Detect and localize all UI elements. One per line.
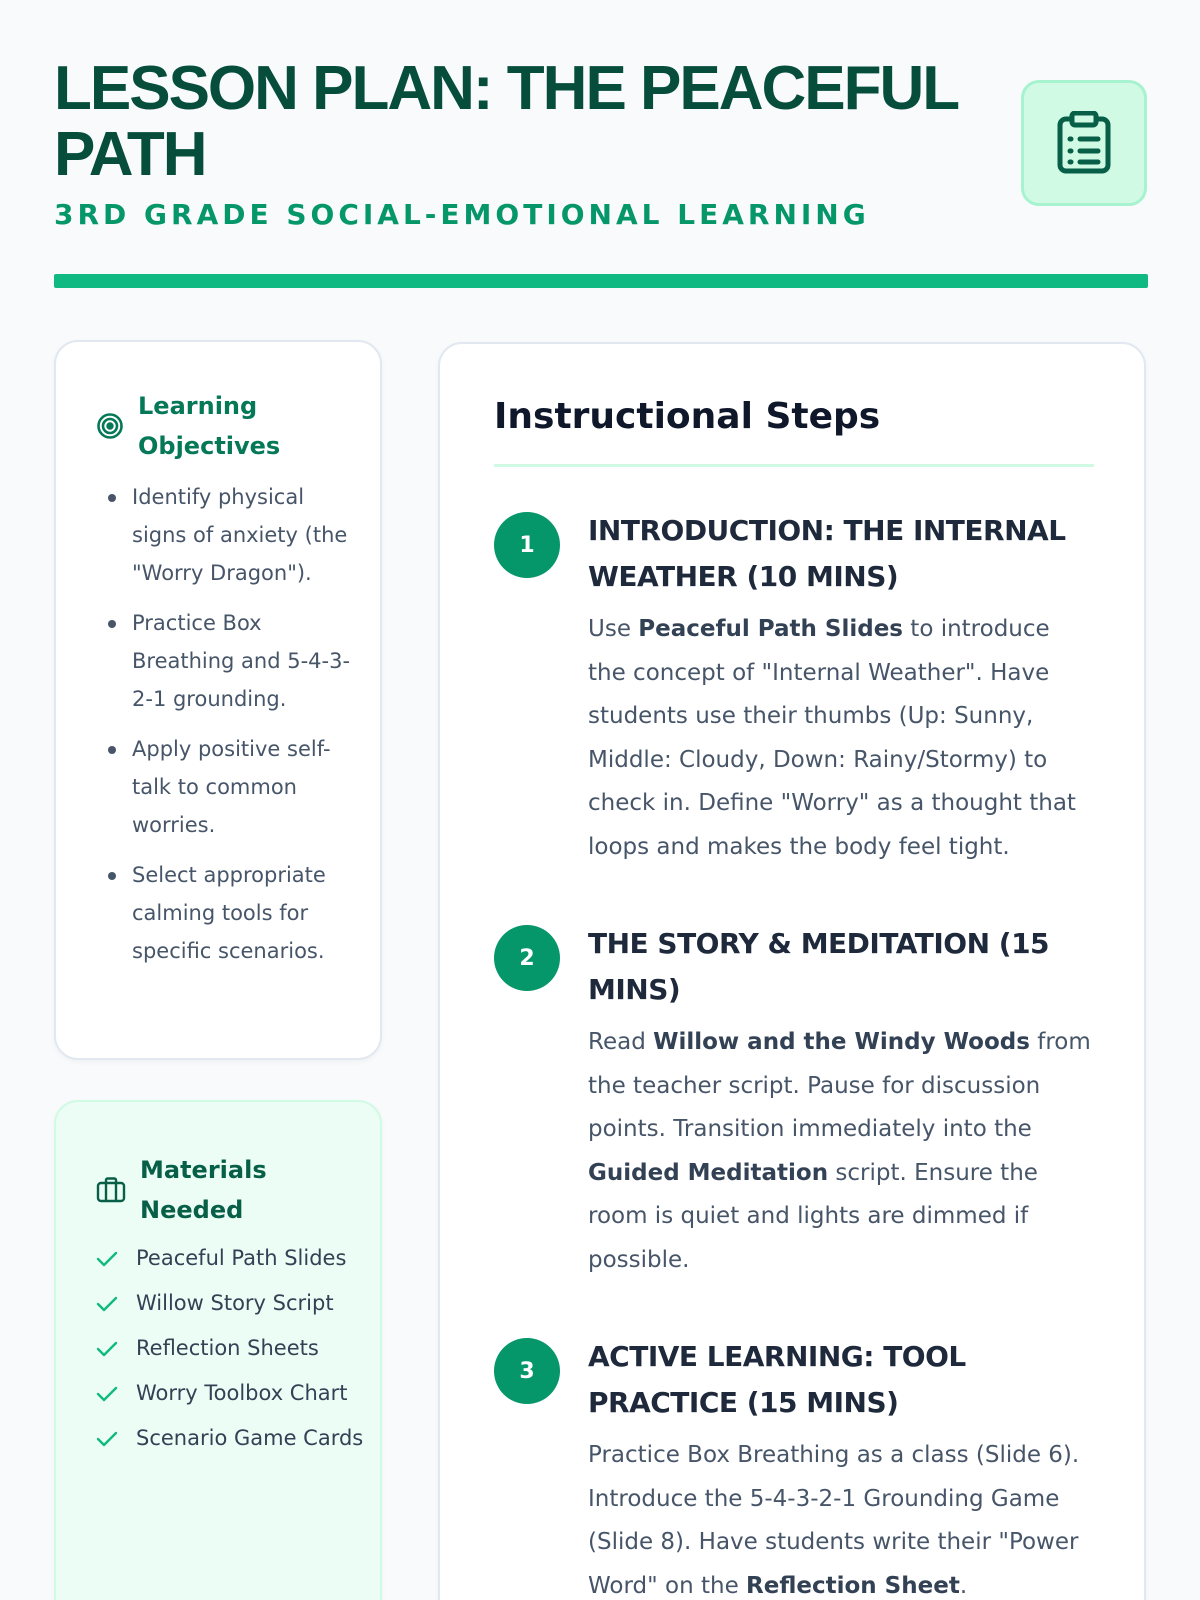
learning-objectives-card [54, 340, 382, 1060]
list-item [96, 1287, 366, 1320]
list-item: Practice Box Breathing and 5-4-3-2-1 grounding. [104, 604, 364, 718]
bold-term: Willow and the Windy Woods [653, 1029, 1030, 1055]
check-icon [96, 1251, 118, 1267]
step-number-badge: 3 [494, 1338, 560, 1404]
objectives-list [104, 478, 364, 982]
bold-term: Guided Meditation [588, 1159, 829, 1186]
step-description: Use Peaceful Path Slides to introduce the concept of "Internal Weather". Have students use their thumbs (Up: Sunny, Middle: Cloudy, Down: Rainy/Stormy) to check in. Define "Worry" as a thought that loops and makes the body feel tight. [588, 616, 1076, 860]
step-heading: INTRODUCTION: THE INTERNAL WEATHER (10 MINS) [588, 514, 1066, 593]
objectives-header [96, 386, 356, 466]
step-number-badge: 2 [494, 925, 560, 991]
list-item: Select appropriate calming tools for specific scenarios. [104, 856, 364, 970]
list-item: Identify physical signs of anxiety (the "Worry Dragon"). [104, 478, 364, 592]
page-subtitle: 3RD GRADE SOCIAL-EMOTIONAL LEARNING [54, 198, 870, 231]
target-icon [96, 412, 124, 440]
page-header [54, 56, 1148, 288]
material-label: Peaceful Path Slides [136, 1246, 347, 1270]
list-item: Apply positive self-talk to common worries. [104, 730, 364, 844]
step-number-badge: 1 [494, 512, 560, 578]
list-item [96, 1242, 366, 1275]
list-item [96, 1422, 366, 1455]
step-heading: ACTIVE LEARNING: TOOL PRACTICE (15 MINS) [588, 1340, 966, 1419]
page-title: LESSON PLAN: THE PEACEFUL PATH [54, 54, 958, 189]
steps-title: Instructional Steps [494, 396, 881, 437]
steps-divider [494, 464, 1094, 467]
material-label: Willow Story Script [136, 1291, 334, 1315]
check-icon [96, 1341, 118, 1357]
step-heading: THE STORY & MEDITATION (15 MINS) [588, 927, 1050, 1006]
step-description: Practice Box Breathing as a class (Slide 6). Introduce the 5-4-3-2-1 Grounding Game (Slide 8). Have students write their "Power Word" on the Reflection Sheet. [588, 1442, 1080, 1599]
materials-header [96, 1150, 356, 1230]
bold-term: Peaceful Path Slides [638, 616, 903, 642]
material-label: Scenario Game Cards [136, 1426, 364, 1450]
material-label: Reflection Sheets [136, 1336, 319, 1360]
material-label: Worry Toolbox Chart [136, 1381, 348, 1405]
list-item [96, 1332, 366, 1365]
check-icon [96, 1386, 118, 1402]
header-icon-box [1021, 80, 1147, 206]
list-item [96, 1377, 366, 1410]
materials-title: Materials Needed [140, 1156, 267, 1224]
materials-list [96, 1242, 366, 1467]
bold-term: Reflection Sheet [746, 1572, 960, 1599]
check-icon [96, 1431, 118, 1447]
materials-card [54, 1100, 382, 1600]
header-divider [54, 274, 1148, 288]
check-icon [96, 1296, 118, 1312]
clipboard-list-icon [1056, 111, 1112, 175]
step-description: Read Willow and the Windy Woods from the teacher script. Pause for discussion points. Transition immediately into the Guided Meditation script. Ensure the room is quiet and lights are dimmed if possible. [588, 1029, 1091, 1273]
instructional-steps-card [438, 342, 1146, 1600]
objectives-title: Learning Objectives [138, 392, 281, 460]
briefcase-icon [96, 1177, 126, 1203]
